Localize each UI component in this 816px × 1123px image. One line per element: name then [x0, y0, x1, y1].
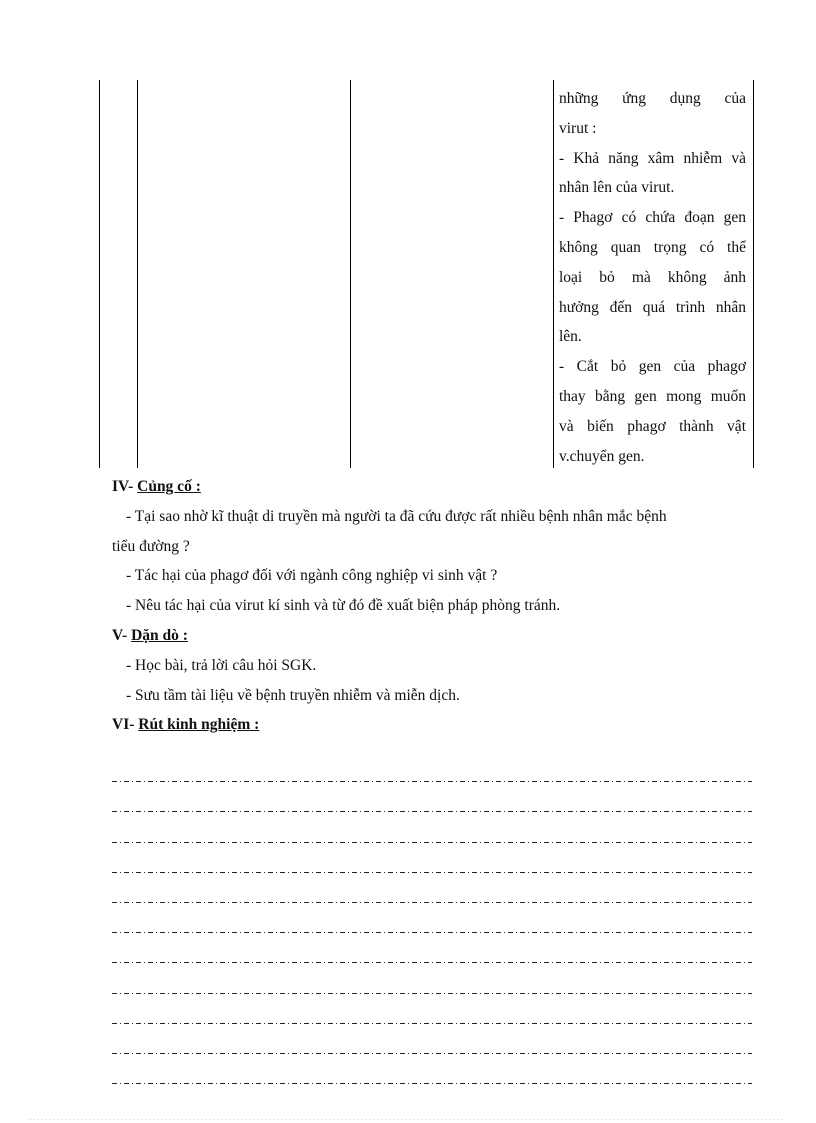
notes-line	[112, 971, 752, 1001]
section-heading-vi	[112, 710, 742, 740]
cell-line: virut :	[559, 119, 597, 137]
cell-line: và biến phagơ thành vật	[559, 417, 746, 435]
notes-lines	[112, 760, 752, 1092]
page-footer-border	[30, 1119, 786, 1120]
list-item: - Nêu tác hại của virut kí sinh và từ đó đề xuất biện pháp phòng tránh.	[126, 597, 561, 615]
notes-line	[112, 820, 752, 850]
section-title: Rút kinh nghiệm :	[138, 716, 260, 734]
table-border-col3	[553, 80, 554, 468]
section-title: Củng cố :	[137, 478, 201, 495]
cell-line: lên.	[559, 328, 582, 346]
notes-line	[112, 1062, 752, 1092]
list-item-continuation: tiểu đường ?	[112, 537, 190, 555]
section-title: Dặn dò :	[131, 626, 188, 644]
cell-line: - Khả năng xâm nhiễm và	[559, 149, 746, 167]
list-item: - Tác hại của phagơ đối với ngành công nghiệp vi sinh vật ?	[126, 567, 498, 585]
notes-line	[112, 760, 752, 790]
cell-line: không quan trọng có thể	[559, 238, 746, 256]
cell-line: hưởng đến quá trình nhân	[559, 298, 746, 316]
section-number: V-	[112, 626, 128, 644]
notes-line	[112, 941, 752, 971]
cell-line: - Phagơ có chứa đoạn gen	[559, 209, 746, 227]
list-item: - Tại sao nhờ kĩ thuật di truyền mà người ta đã cứu được rất nhiều bệnh nhân mắc bệnh	[126, 507, 667, 525]
cell-line: thay bằng gen mong muốn	[559, 387, 746, 405]
notes-line	[112, 851, 752, 881]
table-border-col2	[350, 80, 351, 468]
cell-line: loại bỏ mà không ảnh	[559, 268, 746, 286]
section-heading-v	[112, 621, 742, 651]
notes-line	[112, 881, 752, 911]
cell-line: nhân lên của virut.	[559, 179, 675, 197]
notes-line	[112, 790, 752, 820]
table-border-left-outer	[99, 80, 100, 468]
cell-line: v.chuyển gen.	[559, 447, 645, 465]
cell-line: - Cắt bỏ gen của phagơ	[559, 358, 746, 376]
notes-line	[112, 911, 752, 941]
section-number: VI-	[112, 716, 135, 734]
cell-line: những ứng dụng của	[559, 90, 746, 107]
section-number: IV-	[112, 478, 134, 495]
table-border-right	[753, 80, 754, 468]
lesson-body	[112, 472, 742, 740]
list-item: - Sưu tầm tài liệu về bệnh truyền nhiễm và miễn dịch.	[126, 686, 460, 704]
table-cell-content	[559, 84, 746, 471]
table-border-col1	[137, 80, 138, 468]
section-heading-iv	[112, 472, 742, 502]
notes-line	[112, 1002, 752, 1032]
notes-line	[112, 1032, 752, 1062]
list-item: - Học bài, trả lời câu hỏi SGK.	[126, 656, 317, 674]
